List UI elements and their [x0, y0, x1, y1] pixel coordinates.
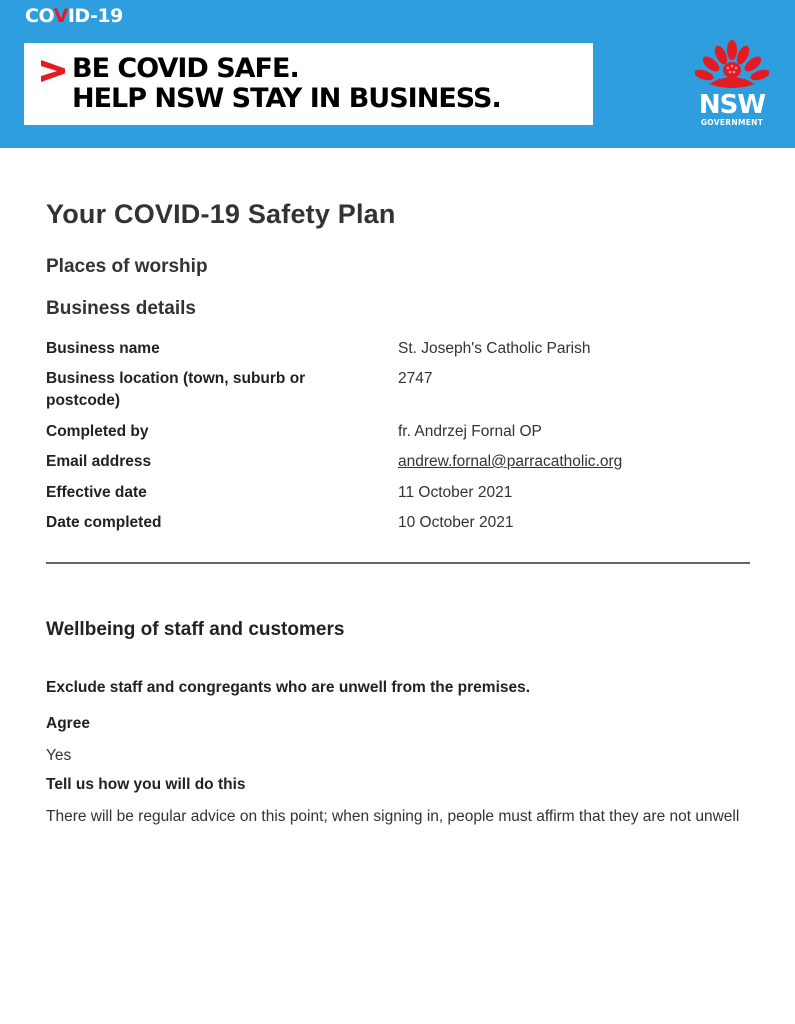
red-chevron-icon: [39, 57, 67, 85]
effective-date-value: 11 October 2021: [398, 484, 513, 501]
business-name-label: Business name: [46, 340, 160, 357]
slogan-line-1: BE COVID SAFE.: [72, 53, 299, 84]
business-location-label: Business location (town, suburb or postcode): [46, 370, 306, 409]
page-title: Your COVID-19 Safety Plan: [46, 199, 396, 229]
slogan-line-2: HELP NSW STAY IN BUSINESS.: [72, 83, 501, 114]
section-divider: [46, 562, 750, 564]
date-completed-label: Date completed: [46, 514, 162, 531]
government-label: GOVERNMENT: [700, 118, 764, 127]
effective-date-label: Effective date: [46, 484, 147, 501]
date-completed-value: 10 October 2021: [398, 514, 514, 531]
how-value: There will be regular advice on this point; when signing in, people must affirm that they are not unwell: [46, 808, 740, 825]
completed-by-value: fr. Andrzej Fornal OP: [398, 423, 542, 440]
slogan-box: [24, 43, 593, 125]
waratah-flower-icon: [695, 40, 769, 92]
email-address-label: Email address: [46, 453, 152, 470]
email-address-link[interactable]: andrew.fornal@parracatholic.org: [398, 453, 623, 470]
covid-19-tag: COVID-19: [25, 5, 123, 27]
plan-category: Places of worship: [46, 256, 208, 277]
wellbeing-heading: Wellbeing of staff and customers: [46, 619, 345, 640]
nsw-wordmark: NSW: [698, 90, 766, 120]
agree-value: Yes: [46, 747, 72, 764]
agree-label: Agree: [46, 715, 90, 732]
nsw-government-logo: [690, 40, 774, 132]
how-label: Tell us how you will do this: [46, 776, 246, 793]
business-name-value: St. Joseph's Catholic Parish: [398, 340, 591, 357]
covid-banner: [0, 0, 795, 148]
completed-by-label: Completed by: [46, 423, 149, 440]
business-location-value: 2747: [398, 370, 433, 387]
business-details-heading: Business details: [46, 298, 196, 319]
wellbeing-question: Exclude staff and congregants who are unwell from the premises.: [46, 679, 531, 696]
